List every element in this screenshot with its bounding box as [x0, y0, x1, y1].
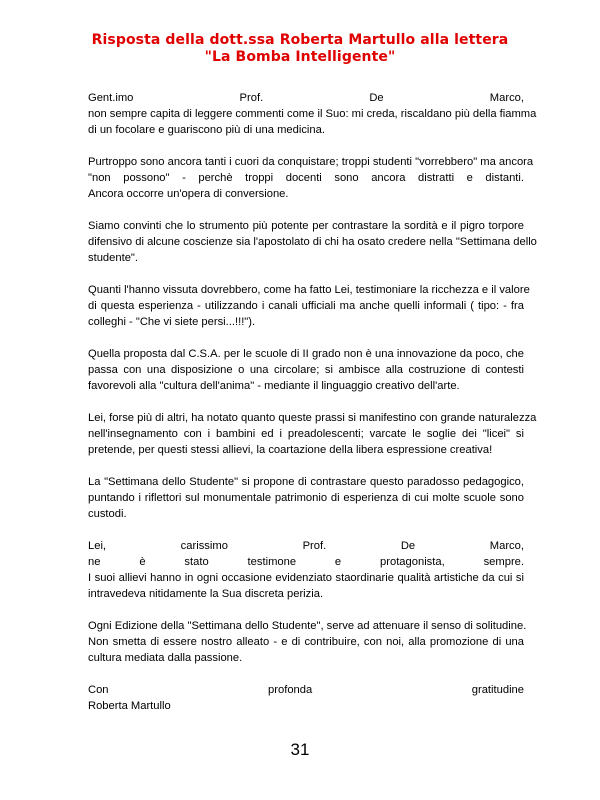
- paragraph-line: passa con una disposizione o una circolare; si ambisce alla costruzione di contesti: [88, 364, 524, 376]
- letter-title: [0, 32, 600, 66]
- letter-paragraph: [88, 218, 537, 266]
- letter-paragraph: [88, 538, 524, 602]
- paragraph-line: ne è stato testimone e protagonista, sempre.: [88, 556, 524, 568]
- paragraph-line: favorevoli alla "cultura dell'anima" - mediante il linguaggio creativo dell'arte.: [88, 380, 460, 392]
- paragraph-line: studente".: [88, 252, 138, 264]
- letter-paragraph: [88, 90, 537, 138]
- paragraph-line: Quanti l'hanno vissuta dovrebbero, come ha fatto Lei, testimoniare la ricchezza e il valore: [88, 284, 530, 296]
- paragraph-line: Lei, carissimo Prof. De Marco,: [88, 540, 524, 552]
- paragraph-line: Quella proposta dal C.S.A. per le scuole di II grado non è una innovazione da poco, che: [88, 348, 524, 360]
- letter-paragraph: [88, 474, 524, 522]
- paragraph-line: Purtroppo sono ancora tanti i cuori da conquistare; troppi studenti "vorrebbero" ma ancora: [88, 156, 534, 168]
- paragraph-line: "non possono" - perchè troppi docenti sono ancora distratti e distanti.: [88, 172, 524, 184]
- paragraph-line: di questa esperienza - utilizzando i canali ufficiali ma anche quelli informali ( tipo: - fra: [88, 300, 524, 312]
- paragraph-line: nell'insegnamento con i bambini ed i preadolescenti; varcate le soglie dei "licei" si: [88, 428, 524, 440]
- title-line: "La Bomba Intelligente": [204, 49, 396, 65]
- paragraph-line: I suoi allievi hanno in ogni occasione evidenziato staordinarie qualità artistiche da cui si: [88, 572, 524, 584]
- paragraph-line: di un focolare e guariscono più di una medicina.: [88, 124, 325, 136]
- letter-paragraph: [88, 154, 534, 202]
- paragraph-line: non sempre capita di leggere commenti come il Suo: mi creda, riscaldano più della fiamma: [88, 108, 537, 120]
- paragraph-line: puntando i riflettori sul monumentale patrimonio di esperienza di cui molte scuole sono: [88, 492, 524, 504]
- paragraph-line: Gent.imo Prof. De Marco,: [88, 92, 524, 104]
- paragraph-line: colleghi - "Che vi siete persi...!!!").: [88, 316, 256, 328]
- paragraph-line: Siamo convinti che lo strumento più potente per contrastare la sordità e il pigro torpore: [88, 220, 524, 232]
- paragraph-line: Non smetta di essere nostro alleato - e di contribuire, con noi, alla promozione di una: [88, 636, 524, 648]
- paragraph-line: Lei, forse più di altri, ha notato quanto queste prassi si manifestino con grande naturalezza: [88, 412, 537, 424]
- title-line: Risposta della dott.ssa Roberta Martullo alla lettera: [91, 32, 509, 48]
- paragraph-line: pretende, per questi stessi allievi, la coartazione della libera espressione creativa!: [88, 444, 493, 456]
- paragraph-line: La "Settimana dello Studente" si propone di contrastare questo paradosso pedagogico,: [88, 476, 524, 488]
- paragraph-line: difensivo di alcune coscienze sia l'apostolato di chi ha osato credere nella "Settimana dello: [88, 236, 537, 248]
- paragraph-line: intravedeva nitidamente la Sua discreta perizia.: [88, 588, 324, 600]
- letter-body: [88, 90, 537, 730]
- paragraph-line: Ogni Edizione della "Settimana dello Studente", serve ad attenuare il senso di solitudine.: [88, 620, 527, 632]
- paragraph-line: custodi.: [88, 508, 127, 520]
- paragraph-line: Ancora occorre un'opera di conversione.: [88, 188, 289, 200]
- paragraph-line: cultura mediata dalla passione.: [88, 652, 243, 664]
- letter-paragraph: [88, 282, 530, 330]
- paragraph-line: Roberta Martullo: [88, 700, 171, 712]
- page-number: 31: [290, 740, 310, 759]
- letter-paragraph: [88, 410, 537, 458]
- letter-paragraph: [88, 618, 527, 666]
- paragraph-line: Con profonda gratitudine: [88, 684, 524, 696]
- letter-paragraph: [88, 682, 524, 714]
- letter-paragraph: [88, 346, 524, 394]
